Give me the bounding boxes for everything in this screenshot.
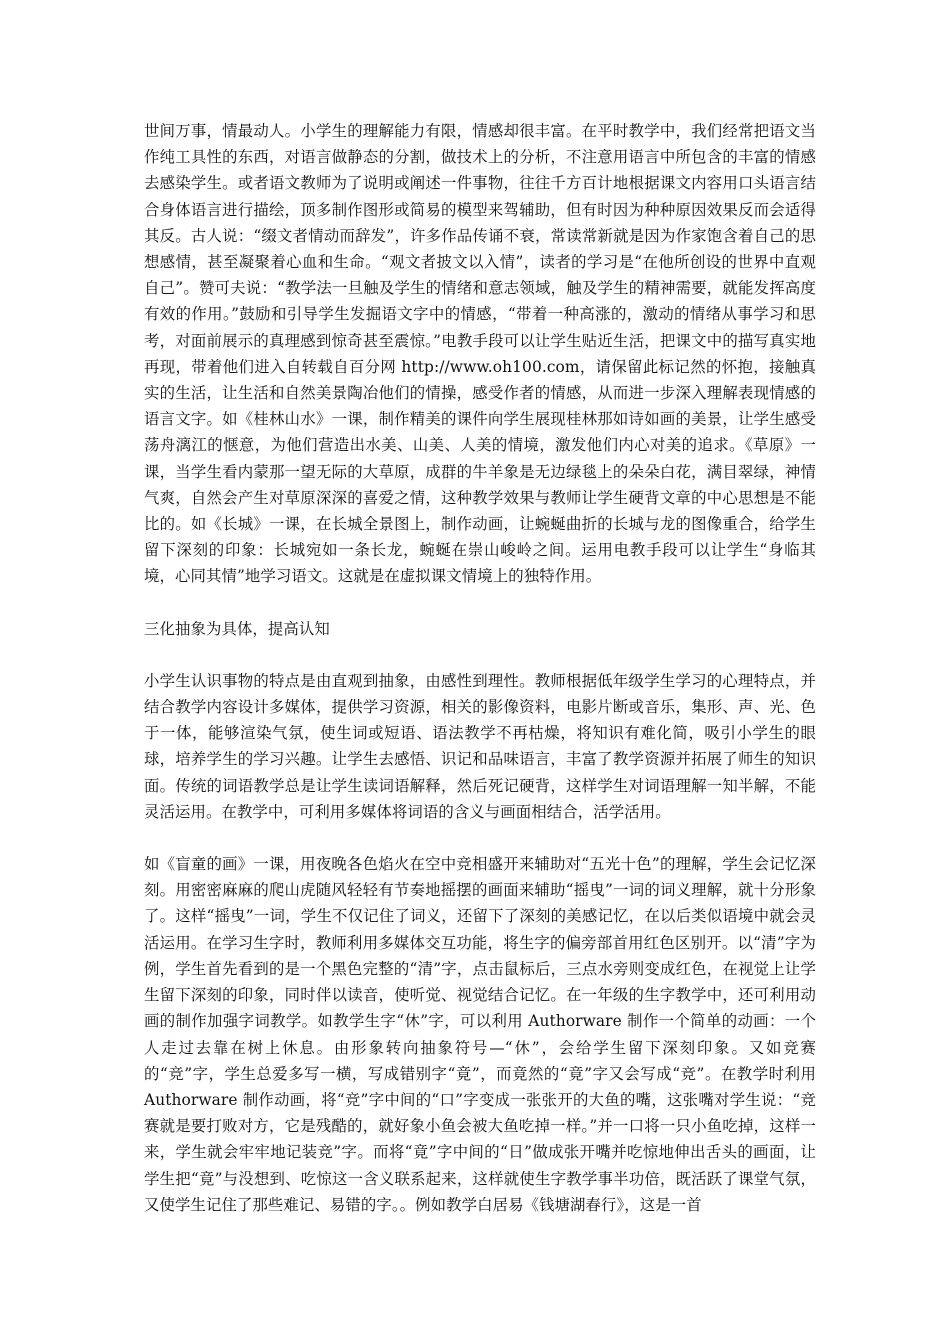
paragraph-emotion: 世间万事，情最动人。小学生的理解能力有限，情感却很丰富。在平时教学中，我们经常把语文当作纯工具性的东西，对语言做静态的分割，做技术上的分析，不注意用语言中所包含的丰富的情感去感染学生。或者语文教师为了说明或阐述一件事物，往往千方百计地根据课文内容用口头语言结合身体语言进行描绘，顶多制作图形或简易的模型来驾辅助，但有时因为种种原因效果反而会适得其反。古人说：“缀文者情动而辞发”，许多作品传诵不衰，常读常新就是因为作家饱含着自己的思想感情，甚至凝聚着心血和生命。“观文者披文以入情”，读者的学习是“在他所创设的世界中直观自己”。赞可夫说：“教学法一旦触及学生的情绪和意志领域，触及学生的精神需要，就能发挥高度有效的作用。”鼓励和引导学生发掘语文字中的情感，“带着一种高涨的，激动的情绪从事学习和思考，对面前展示的真理感到惊奇甚至震惊。”电教手段可以让学生贴近生活，把课文中的描写真实地再现，带着他们进入自转载自百分网 http://www.oh100.com，请保留此标记然的怀抱，接触真实的生活，让生活和自然美景陶冶他们的情操，感受作者的情感，从而进一步深入理解表现情感的语言文字。如《桂林山水》一课，制作精美的课件向学生展现桂林那如诗如画的美景，让学生感受荡舟漓江的惬意，为他们营造出水美、山美、人美的情境，激发他们内心对美的追求。《草原》一课，当学生看内蒙那一望无际的大草原，成群的牛羊象是无边绿毯上的朵朵白花，满目翠绿，神情气爽，自然会产生对草原深深的喜爱之情，这种教学效果与教师让学生硬背文章的中心思想是不能比的。如《长城》一课，在长城全景图上，制作动画，让蜿蜒曲折的长城与龙的图像重合，给学生留下深刻的印象：长城宛如一条长龙，蜿蜒在崇山峻岭之间。运用电教手段可以让学生“身临其境，心同其情”地学习语文。这就是在虚拟课文情境上的独特作用。 [144, 122, 816, 586]
section-heading: 三化抽象为具体，提高认知 [144, 619, 330, 638]
document-page [144, 118, 816, 1244]
paragraph-examples: 如《盲童的画》一课，用夜晚各色焰火在空中竞相盛开来辅助对“五光十色”的理解，学生会记忆深刻。用密密麻麻的爬山虎随风轻轻有节奏地摇摆的画面来辅助“摇曳”一词的词义理解，就十分形象了。这样“摇曳”一词，学生不仅记住了词义，还留下了深刻的美感记忆，在以后类似语境中就会灵活运用。在学习生字时，教师利用多媒体交互功能，将生字的偏旁部首用红色区别开。以“清”字为例，学生首先看到的是一个黑色完整的“清”字，点击鼠标后，三点水旁则变成红色，在视觉上让学生留下深刻的印象，同时伴以读音，使听觉、视觉结合记忆。在一年级的生字教学中，还可利用动画的制作加强字词教学。如教学生字“休”字，可以利用 Authorware 制作一个简单的动画：一个人走过去靠在树上休息。由形象转向抽象符号—“休”，会给学生留下深刻印象。又如竞赛的“竞”字，学生总爱多写一横，写成错别字“竟”，而竟然的“竟”字又会写成“竞”。在教学时利用 Authorware 制作动画，将“竞”字中间的“口”字变成一张张开的大鱼的嘴，这张嘴对学生说：“竞赛就是要打败对方，它是残酷的，就好象小鱼会被大鱼吃掉一样。”并一口将一只小鱼吃掉，这样一来，学生就会牢牢地记装竞”字。而将“竟”字中间的“日”做成张开嘴并吃惊地伸出舌头的画面，让学生把“竟”与没想到、吃惊这一含义联系起来，这样就使生字教学事半功倍，既活跃了课堂气氛，又使学生记住了那些难记、易错的字。。例如教学白居易《钱塘湖春行》，这是一首 [144, 855, 816, 1214]
paragraph-cognition: 小学生认识事物的特点是由直观到抽象，由感性到理性。教师根据低年级学生学习的心理特点，并结合教学内容设计多媒体，提供学习资源，相关的影像资料，电影片断或音乐，集形、声、光、色于一体，能够渲染气氛，使生词或短语、语法教学不再枯燥，将知识有难化简，吸引小学生的眼球，培养学生的学习兴趣。让学生去感悟、识记和品味语言，丰富了教学资源并拓展了师生的知识面。传统的词语教学总是让学生读词语解释，然后死记硬背，这样学生对词语理解一知半解，不能灵活运用。在教学中，可利用多媒体将词语的含义与画面相结合，活学活用。 [144, 671, 816, 821]
